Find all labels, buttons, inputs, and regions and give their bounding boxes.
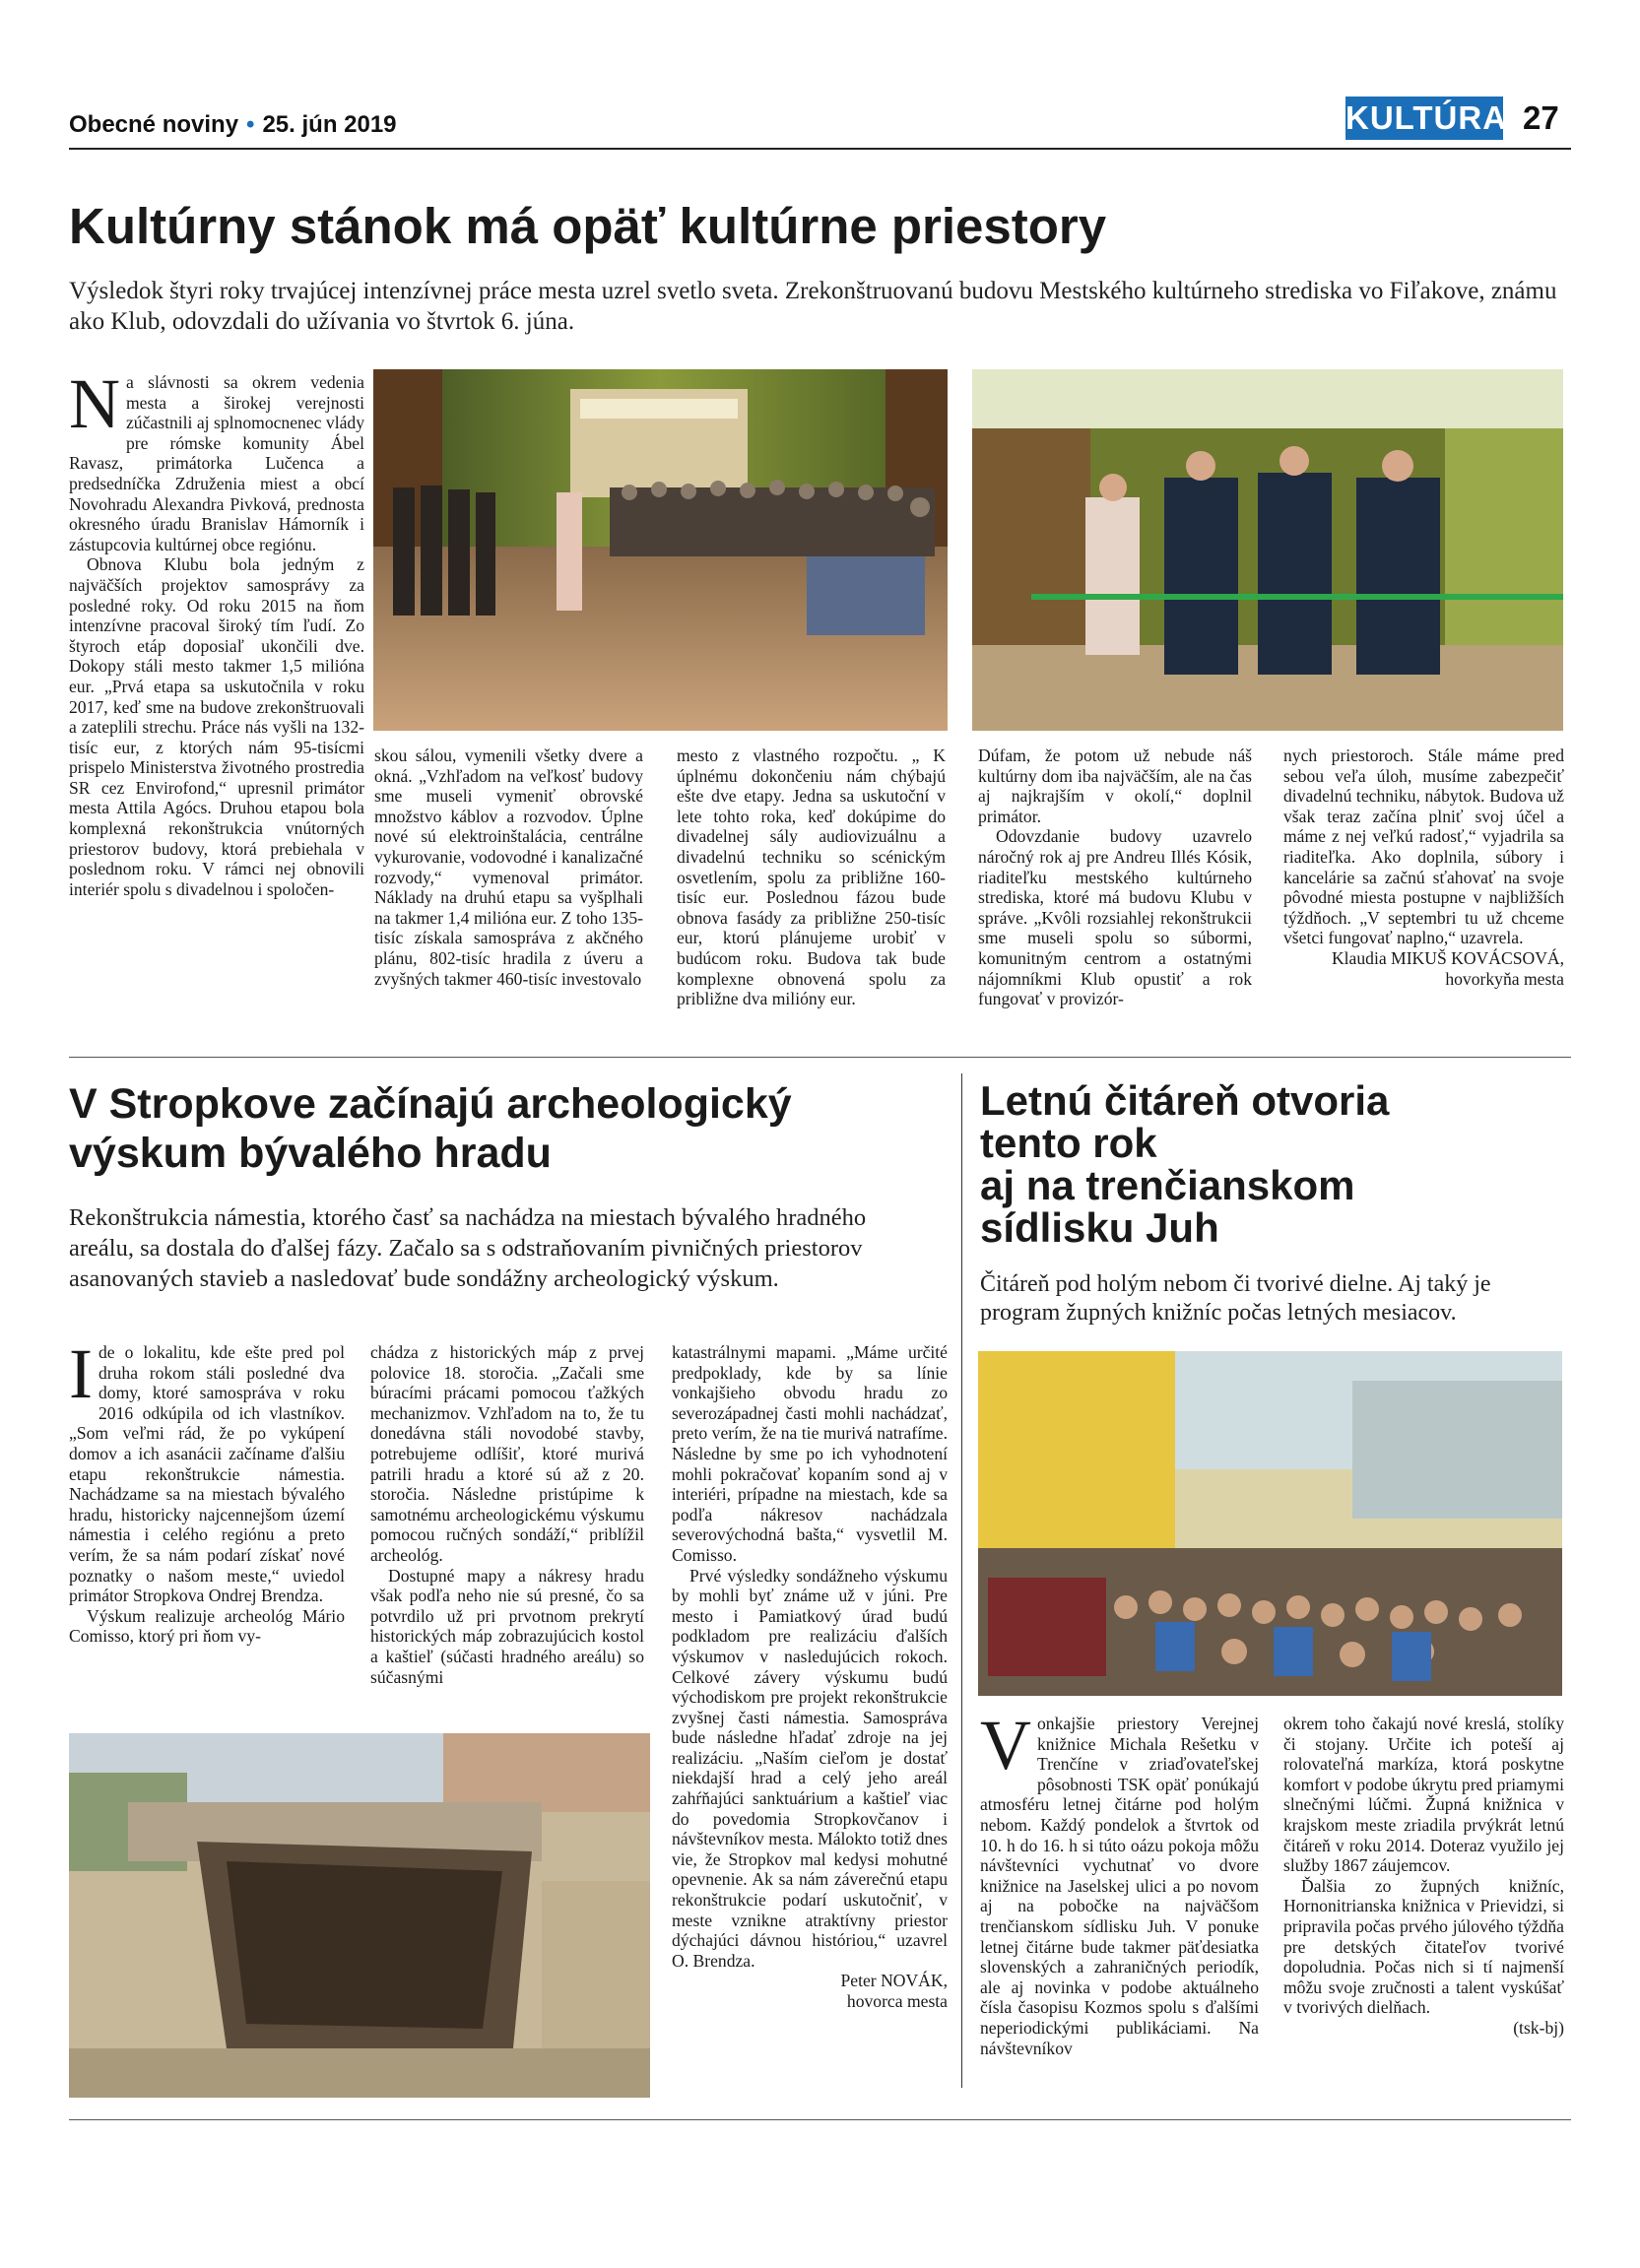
publication-name: Obecné noviny <box>69 111 239 138</box>
photo-ribbon-cutting <box>972 369 1563 731</box>
paragraph: chádza z historických máp z prvej polovice 18. storočia. „Začali sme búracími prácami pomocou ťažkých mechanizmov. Vzhľadom na to, že tu donedávna stáli novodobé stavby, potrebujeme odlíšiť, ktoré murivá patrili hradu a ktoré sú až z 20. storočia. Následne pristúpime k samotnému archeologickému výskumu pomocou ručných sondáží,“ priblížil archeológ. <box>370 1342 644 1565</box>
paragraph: de o lokalitu, kde ešte pred pol druha rokom stáli posledné dva domy, ktoré samospráva v roku 2016 odkúpila od ich vlastníkov. „Som veľmi rád, že po vykúpení domov a ich asanácii začíname ďalšiu etapu rekonštrukcie námestia. Nachádzame sa na miestach bývalého hradu, historicky najcennejšom území námestia i celého regiónu a preto verím, že sa nám podarí získať nové poznatky o našom meste,“ uviedol primátor Stropkova Ondrej Brendza. <box>69 1342 345 1606</box>
article1-title: Kultúrny stánok má opäť kultúrne priestory <box>69 198 1107 254</box>
paragraph: skou sálou, vymenili všetky dvere a okná. „Vzhľadom na veľkosť budovy sme museli vymeniť obrovské množstvo káblov a rozvodov. Úplne nové sú elektroinštalácia, centrálne vykurovanie, vodovodné i kanalizačné rozvody,“ vymenoval primátor. Náklady na druhú etapu sa vyšplhali na takmer 1,4 milióna eur. Z toho 135-tisíc získala samospráva z akčného plánu, 802-tisíc hradila z úveru a zvyšných takmer 460-tisíc investovalo <box>374 745 643 989</box>
photo-reading-room <box>978 1351 1562 1696</box>
byline: (tsk-bj) <box>1513 2017 1564 2038</box>
article1-column-1 <box>69 364 364 899</box>
bullet-separator: • <box>246 111 255 138</box>
article1-column-4 <box>978 745 1252 1009</box>
paragraph: Prvé výsledky sondážneho výskumu by mohli byť známe už v júni. Pre mesto i Pamiatkový úrad budú podkladom pre realizáciu ďalších výskumov v nasledujúcich rokoch. Celkové závery výskumu budú východiskom pre projekt rekonštrukcie zvyšnej časti námestia. Samospráva bude následne hľadať zdroje na jej realizáciu. „Naším cieľom je dostať niekdajší hrad a celý jeho areál zahŕňajúci sanktuárium a kaštieľ viac do povedomia Stropkovčanov i návštevníkov mesta. Málokto totiž dnes vie, že Stropkov mal kedysi mohutné opevnenie. Ak sa nám záverečnú etapu rekonštrukcie podarí uskutočniť, v meste vznikne atraktívny priestor dýchajúci dávnou históriou,“ uzavrel O. Brendza. <box>672 1565 948 1971</box>
title-line: aj na trenčianskom <box>980 1162 1355 1208</box>
byline-role: hovorkyňa mesta <box>1445 968 1564 989</box>
byline-name: Peter NOVÁK, <box>840 1971 948 1991</box>
article1-column-2 <box>374 745 643 989</box>
article3-title <box>980 1079 1571 1249</box>
paragraph: okrem toho čakajú nové kreslá, stolíky či stojany. Určite ich poteší aj rolovateľná markíza, ktorá poskytne komfort v podobe úkrytu pred priamymi slnečnými lúčmi. Župná knižnica v krajskom meste zriadila prvýkrát letnú čitáreň v roku 2014. Doteraz využilo jej služby 1867 záujemcov. <box>1283 1714 1564 1876</box>
paragraph: a slávnosti sa okrem vedenia mesta a širokej verejnosti zúčastnili aj splnomocnenec vlády pre rómske komunity Ábel Ravasz, primátorka Lučenca a predsedníčka Združenia miest a obcí Novohradu Alexandra Pivková, prednosta okresného úradu Branislav Hámorník i zástupcovia kultúrnej obce regiónu. <box>69 372 364 554</box>
article-separator <box>69 1057 1571 1058</box>
photo-excavation <box>69 1733 650 2098</box>
title-line: výskum bývalého hradu <box>69 1130 552 1177</box>
column-divider <box>961 1073 962 2088</box>
article3-column-1 <box>980 1706 1259 2058</box>
paragraph: Dúfam, že potom už nebude náš kultúrny dom iba najväčším, ale na čas aj najkrajším v okolí,“ doplnil primátor. <box>978 745 1252 826</box>
paragraph: mesto z vlastného rozpočtu. „ K úplnému dokončeniu nám chýbajú ešte dve etapy. Jedna sa uskutoční v lete tohto roka, keď dokúpime do divadelnej sály audiovizuálnu a divadelnú techniku so scénickým osvetlením, spolu za približne 160-tisíc eur. Poslednou fázou bude obnova fasády za približne 250-tisíc eur, ktorú plánujeme urobiť v budúcom roku. Budova tak bude komplexne obnovená spolu za približne dva milióny eur. <box>677 745 946 1009</box>
ceremony-hall-image <box>373 369 948 731</box>
article3-column-2 <box>1283 1714 1564 2039</box>
article1-column-5 <box>1283 745 1564 989</box>
paragraph: Výskum realizuje archeológ Mário Comisso, ktorý pri ňom vy- <box>69 1605 345 1647</box>
section-tag: KULTÚRA <box>1345 97 1503 140</box>
issue-date: 25. jún 2019 <box>262 111 397 138</box>
article1-column-3 <box>677 745 946 1009</box>
paragraph: Dostupné mapy a nákresy hradu však podľa neho nie sú presné, čo sa potvrdilo už pri prvotnom prekrytí historických máp zobrazujúcich kostol a kaštieľ (súčasti hradného areálu) so súčasnými <box>370 1565 644 1687</box>
title-line: sídlisku Juh <box>980 1204 1219 1251</box>
page-header <box>69 111 397 139</box>
article1-lead: Výsledok štyri roky trvajúcej intenzívnej práce mesta uzrel svetlo sveta. Zrekonštruovanú budovu Mestského kultúrneho strediska vo Fiľakove, známu ako Klub, odovzdali do užívania vo štvrtok 6. júna. <box>69 278 1557 335</box>
dropcap: N <box>69 364 120 443</box>
article2-column-3 <box>672 1342 948 2012</box>
byline-name: Klaudia MIKUŠ KOVÁCSOVÁ, <box>1331 947 1564 968</box>
paragraph: nych priestoroch. Stále máme pred sebou veľa úloh, musíme zabezpečiť divadelnú techniku, nábytok. Budova už však teraz začína plniť svoj účel a máme z nej veľkú radosť,“ vyjadrila sa riaditeľka. Ako doplnila, súbory i kancelárie sa začnú sťahovať na svoje pôvodné miesta postupne v najbližších týždňoch. „V septembri tu už chceme všetci fungovať naplno,“ uzavrela. <box>1283 745 1564 948</box>
dropcap: I <box>69 1334 93 1413</box>
title-line: tento rok <box>980 1120 1157 1166</box>
article2-column-2 <box>370 1342 644 1687</box>
footer-rule <box>69 2119 1571 2120</box>
paragraph: Odovzdanie budovy uzavrelo náročný rok aj pre Andreu Illés Kósik, riaditeľku mestského kultúrneho strediska, ktoré má budovu Klubu v správe. „Kvôli rozsiahlej rekonštrukcii sme museli spolu so súbormi, komunitným centrom a ostatnými nájomníkmi Klub opustiť a rok fungovať v provizór- <box>978 826 1252 1009</box>
dropcap: V <box>980 1706 1031 1784</box>
article3-lead: Čitáreň pod holým nebom či tvorivé dielne. Aj taký je program župných knižníc počas letných mesiacov. <box>980 1271 1491 1326</box>
paragraph: Ďalšia zo župných knižníc, Hornonitrianska knižnica v Prievidzi, si pripravila počas prvého júlového týždňa pre detských čitateľov tvorivé dopoludnia. Počas nich si tí najmenší môžu svoje zručnosti a talent vyskúšať v tvorivých dielňach. <box>1283 1875 1564 2018</box>
header-rule <box>69 148 1571 150</box>
paragraph: Obnova Klubu bola jedným z najväčších projektov samosprávy za posledné roky. Od roku 2015 na ňom intenzívne pracoval široký tím ľudí. Zo štyroch etáp doposiaľ ukončili dve. Dokopy stáli mesto takmer 1,5 milióna eur. „Prvá etapa sa uskutočnila v roku 2017, keď sme na budove zrekonštruovali a zateplili strechu. Práce nás vyšli na 132-tisíc eur, z ktorých nám 95-tisícmi prispelo Ministerstva životného prostredia SR cez Envirofond,“ upresnil primátor mesta Attila Agócs. Druhou etapou bola komplexná rekonštrukcia vnútorných priestorov budovy, ktorá prebiehala v poslednom roku. V rámci nej obnovili interiér spolu s divadelnou i spoločen- <box>69 554 364 899</box>
reading-room-image <box>978 1351 1562 1696</box>
article2-column-1 <box>69 1334 345 1647</box>
ribbon-cutting-image <box>972 369 1563 731</box>
photo-ceremony-hall <box>373 369 948 731</box>
title-line: Letnú čitáreň otvoria <box>980 1077 1390 1124</box>
byline-role: hovorca mesta <box>846 1991 948 2011</box>
excavation-image <box>69 1733 650 2098</box>
article2-title <box>69 1079 955 1178</box>
page-number: 27 <box>1523 99 1559 136</box>
paragraph: onkajšie priestory Verejnej knižnice Michala Rešetku v Trenčíne v zriaďovateľskej pôsobnosti TSK opäť ponúkajú atmosféru letnej čitárne pod holým nebom. Každý pondelok a štvrtok od 10. h do 16. h si túto oázu pokoja môžu návštevníci vychutnať vo dvore knižnice na Jaselskej ulici a po novom aj na pobočke na najväčšom trenčianskom sídlisku Juh. V ponuke letnej čitárne bude takmer päťdesiatka slovenských a zahraničných periodík, ale aj novinka v podobe aktuálneho čísla časopisu Kozmos spolu s ďalšími neperiodickými publikáciami. Na návštevníkov <box>980 1714 1259 2058</box>
paragraph: katastrálnymi mapami. „Máme určité predpoklady, kde by sa línie vonkajšieho obvodu hradu zo severozápadnej časti mohli nachádzať, preto verím, že na tie murivá natrafíme. Následne by sme po ich vyhodnotení mohli pokračovať kopaním sond aj v interiéri, prípadne na miestach, kde sa podľa nákresov nachádzala severovýchodná bašta,“ vysvetlil M. Comisso. <box>672 1342 948 1565</box>
title-line: V Stropkove začínajú archeologický <box>69 1080 792 1128</box>
article2-lead: Rekonštrukcia námestia, ktorého časť sa nachádza na miestach bývalého hradného areálu, sa dostala do ďalšej fázy. Začalo sa s odstraňovaním pivničných priestorov asanovaných stavieb a nasledovať bude sondážny archeologický výskum. <box>69 1204 867 1292</box>
